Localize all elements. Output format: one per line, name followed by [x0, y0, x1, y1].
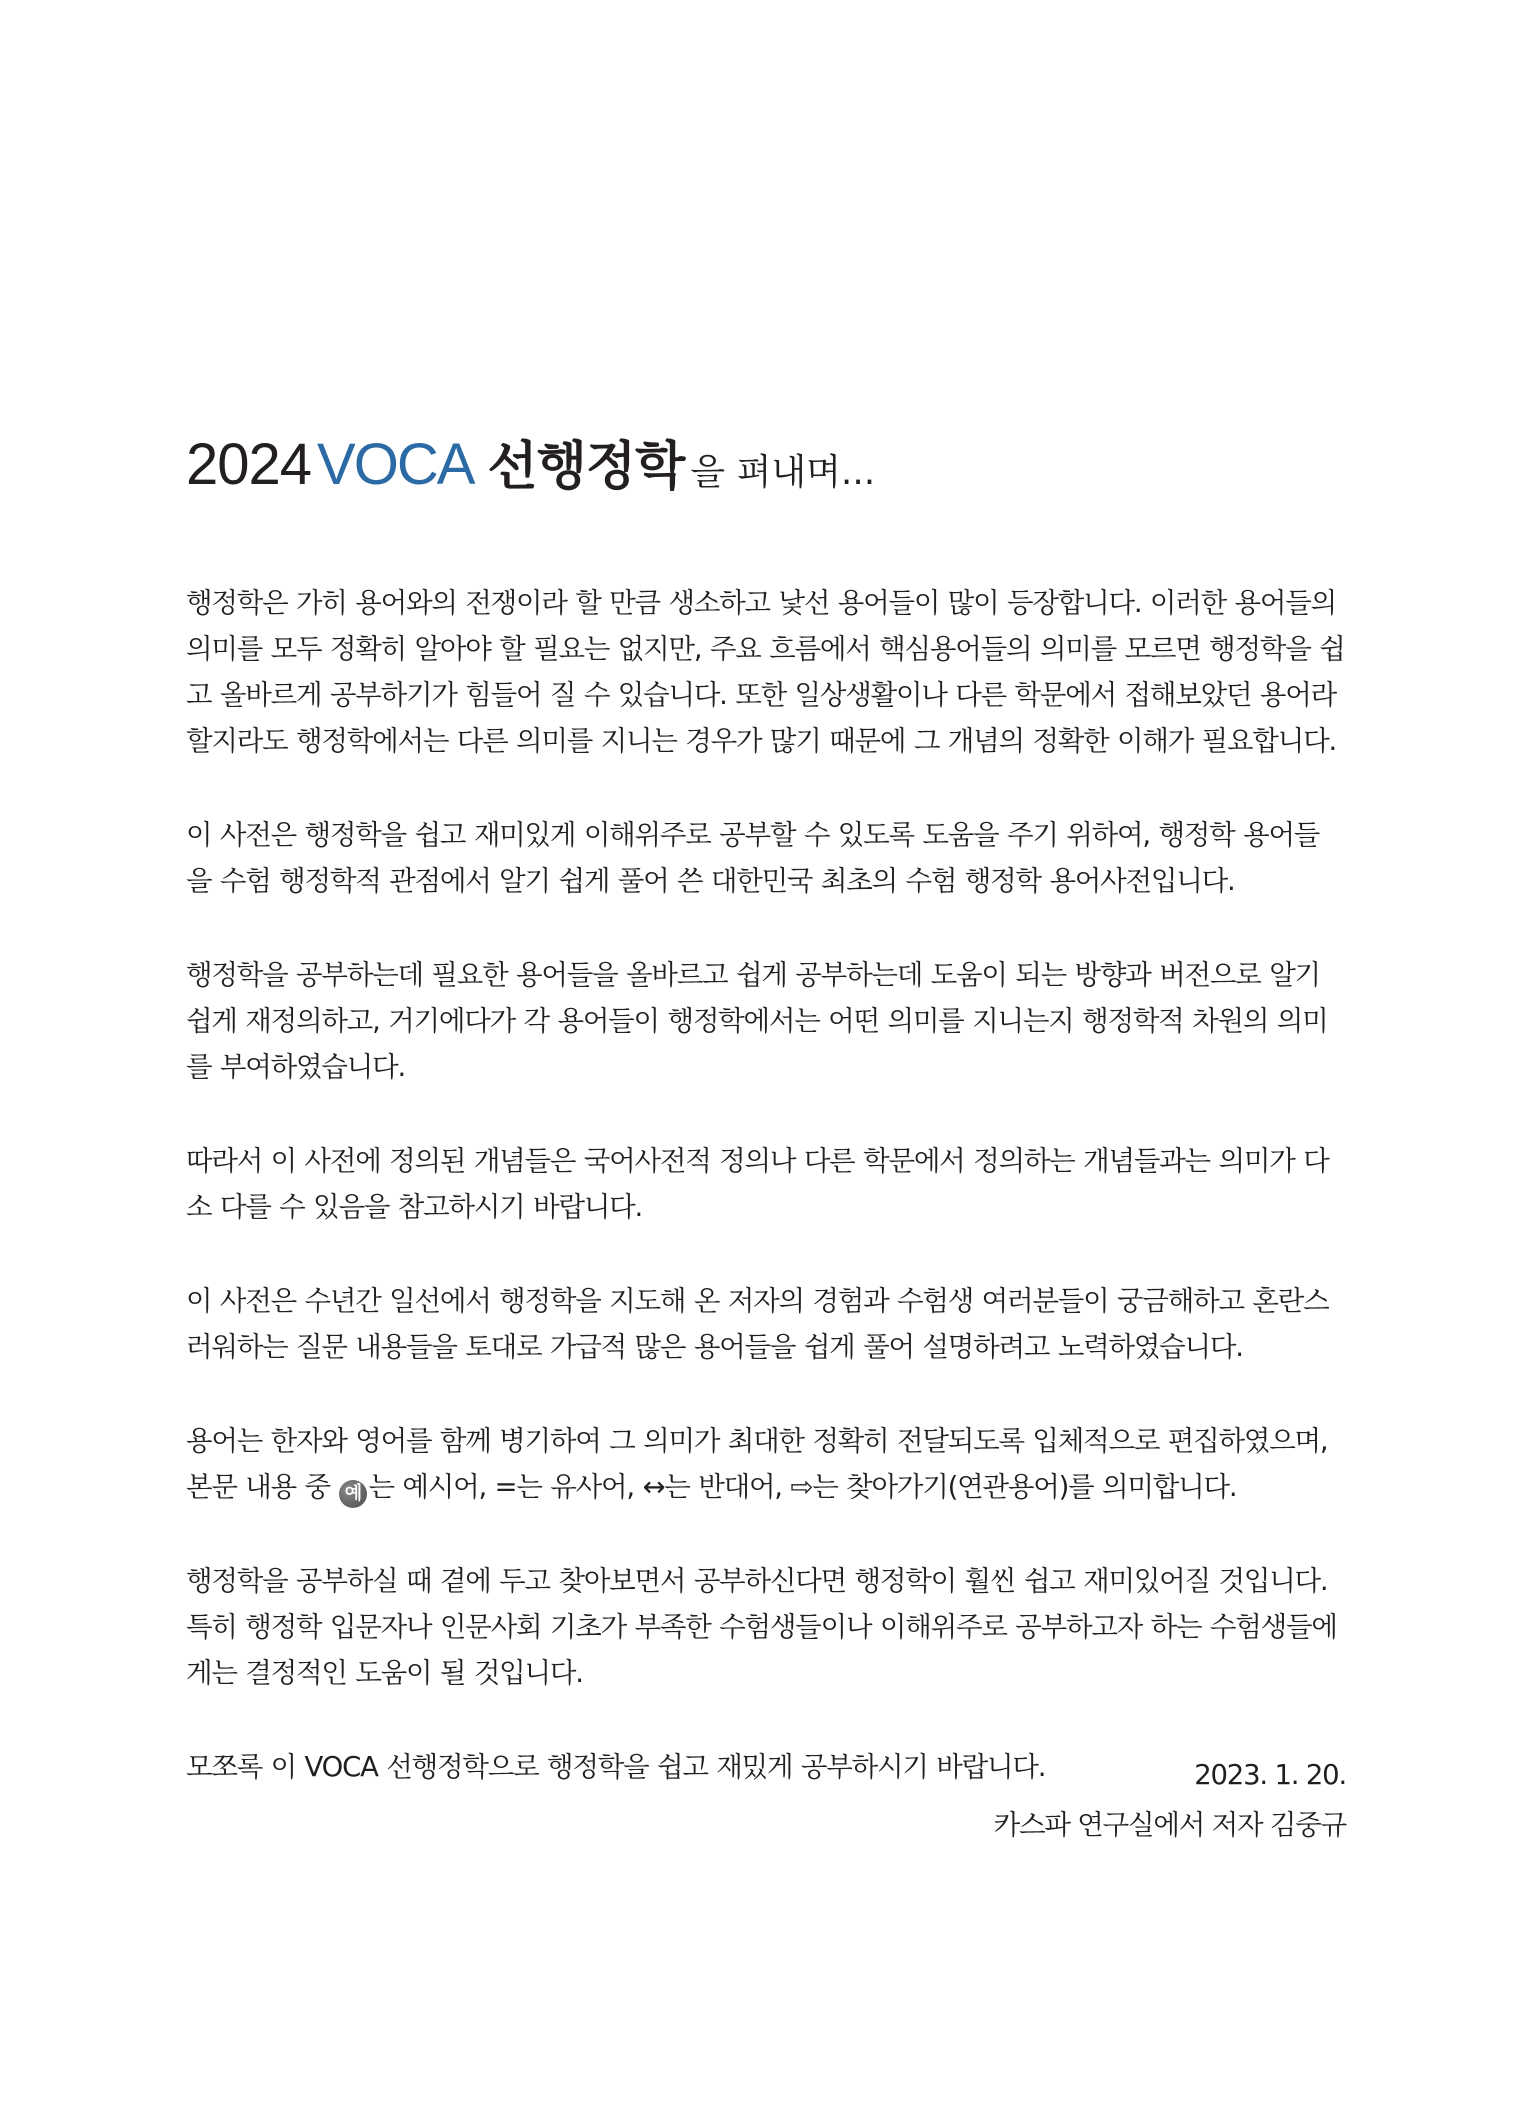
paragraph-6	[186, 1418, 1346, 1510]
text-fragment: 본문 내용 중	[186, 1471, 339, 1503]
text-line: 게는 결정적인 도움이 될 것입니다.	[186, 1657, 583, 1689]
page-title	[186, 432, 876, 497]
paragraph-5	[186, 1278, 1346, 1370]
text-line	[186, 1464, 1346, 1510]
text-fragment: 는 예시어, =는 유사어, ↔는 반대어, ⇨는 찾아가기(연관용어)를 의미합니다.	[368, 1471, 1237, 1503]
text-line: 행정학을 공부하는데 필요한 용어들을 올바르고 쉽게 공부하는데 도움이 되는 방향과 버전으로 알기	[186, 959, 1320, 991]
paragraph-7	[186, 1558, 1346, 1696]
signature-author: 카스파 연구실에서 저자 김중규	[993, 1809, 1346, 1841]
title-main: 선행정학	[487, 437, 685, 497]
text-line: 할지라도 행정학에서는 다른 의미를 지니는 경우가 많기 때문에 그 개념의 정확한 이해가 필요합니다.	[186, 725, 1337, 757]
text-line: 러워하는 질문 내용들을 토대로 가급적 많은 용어들을 쉽게 풀어 설명하려고 노력하였습니다.	[186, 1331, 1243, 1363]
title-voca: VOCA	[317, 432, 474, 497]
title-suffix: 을 펴내며...	[690, 452, 876, 493]
text-line: 을 수험 행정학적 관점에서 알기 쉽게 풀어 쓴 대한민국 최초의 수험 행정학 용어사전입니다.	[186, 865, 1235, 897]
text-line: 따라서 이 사전에 정의된 개념들은 국어사전적 정의나 다른 학문에서 정의하는 개념들과는 의미가 다	[186, 1145, 1329, 1177]
paragraph-2	[186, 812, 1346, 904]
text-line: 이 사전은 수년간 일선에서 행정학을 지도해 온 저자의 경험과 수험생 여러분들이 궁금해하고 혼란스	[186, 1285, 1329, 1317]
title-year: 2024	[186, 432, 312, 497]
text-line: 특히 행정학 입문자나 인문사회 기초가 부족한 수험생들이나 이해위주로 공부하고자 하는 수험생들에	[186, 1611, 1337, 1643]
text-line: 행정학을 공부하실 때 곁에 두고 찾아보면서 공부하신다면 행정학이 훨씬 쉽고 재미있어질 것입니다.	[186, 1565, 1328, 1597]
text-line: 이 사전은 행정학을 쉽고 재미있게 이해위주로 공부할 수 있도록 도움을 주기 위하여, 행정학 용어들	[186, 819, 1320, 851]
paragraph-1	[186, 580, 1346, 764]
preface-body	[186, 580, 1346, 1838]
text-line: 쉽게 재정의하고, 거기에다가 각 용어들이 행정학에서는 어떤 의미를 지니는지 행정학적 차원의 의미	[186, 1005, 1328, 1037]
example-badge-icon: 예	[339, 1480, 367, 1508]
paragraph-4	[186, 1138, 1346, 1230]
text-line: 를 부여하였습니다.	[186, 1051, 406, 1083]
text-line: 용어는 한자와 영어를 함께 병기하여 그 의미가 최대한 정확히 전달되도록 입체적으로 편집하였으며,	[186, 1425, 1328, 1457]
text-line: 모쪼록 이 VOCA 선행정학으로 행정학을 쉽고 재밌게 공부하시기 바랍니다.	[186, 1751, 1046, 1783]
text-line: 소 다를 수 있음을 참고하시기 바랍니다.	[186, 1191, 643, 1223]
signature-block	[994, 1750, 1346, 1850]
paragraph-3	[186, 952, 1346, 1090]
signature-date: 2023. 1. 20.	[1194, 1759, 1346, 1791]
text-line: 행정학은 가히 용어와의 전쟁이라 할 만큼 생소하고 낯선 용어들이 많이 등장합니다. 이러한 용어들의	[186, 587, 1337, 619]
text-line: 고 올바르게 공부하기가 힘들어 질 수 있습니다. 또한 일상생활이나 다른 학문에서 접해보았던 용어라	[186, 679, 1337, 711]
text-line: 의미를 모두 정확히 알아야 할 필요는 없지만, 주요 흐름에서 핵심용어들의 의미를 모르면 행정학을 쉽	[186, 633, 1345, 665]
